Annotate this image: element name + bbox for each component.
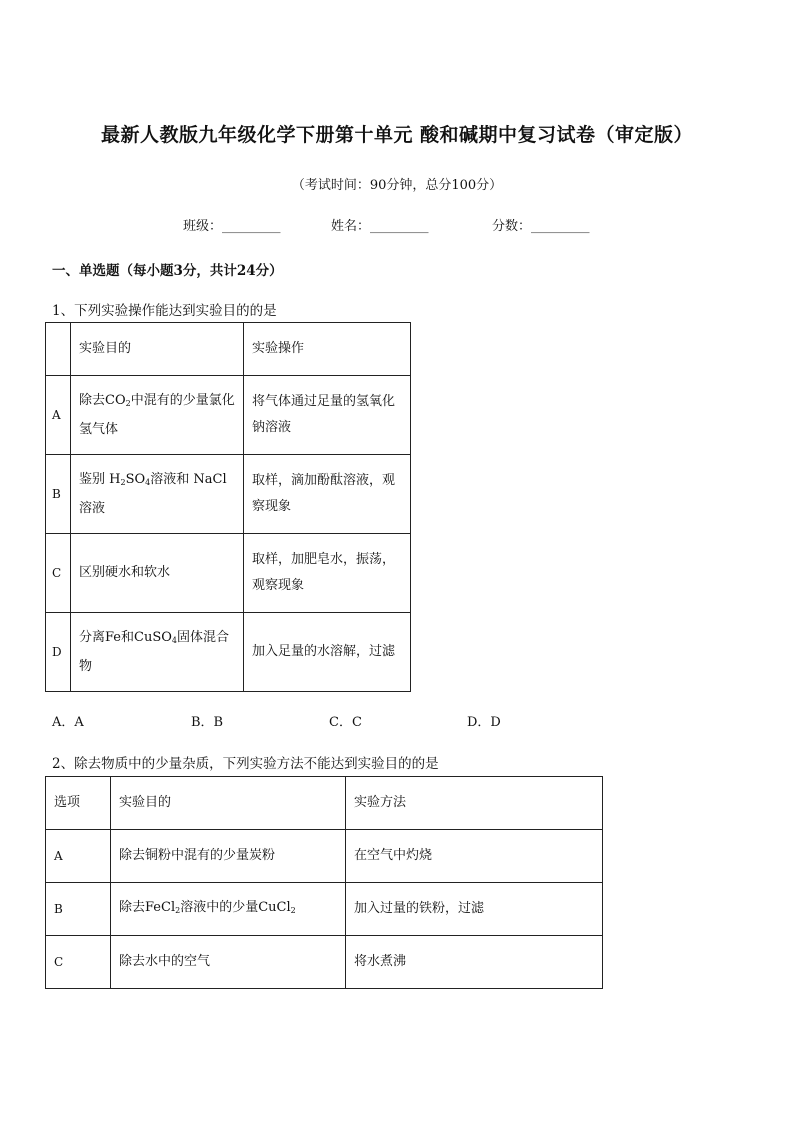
header-cell: 实验操作 bbox=[244, 323, 411, 376]
method-cell: 将水煮沸 bbox=[346, 936, 603, 989]
goal-cell: 除去$CO_2$中混有的少量氯化氢气体 bbox=[71, 376, 244, 455]
goal-cell: 除去FeCl$_2$溶液中的少量CuCl$_2$ bbox=[111, 883, 346, 936]
table-row bbox=[46, 534, 411, 613]
header-cell: 选项 bbox=[46, 777, 111, 830]
header-cell: 实验方法 bbox=[346, 777, 603, 830]
section-heading: 一、单选题（每小题3分，共计24分） bbox=[52, 263, 283, 279]
row-label: B bbox=[46, 883, 111, 936]
header-cell: 实验目的 bbox=[71, 323, 244, 376]
header-cell: 实验目的 bbox=[111, 777, 346, 830]
goal-cell: 鉴别 $H_2SO_4$溶液和 NaCl 溶液 bbox=[71, 455, 244, 534]
question-1-text: 1、下列实验操作能达到实验目的的是 bbox=[52, 303, 277, 319]
row-label: A bbox=[46, 376, 71, 455]
row-label: C bbox=[46, 936, 111, 989]
method-cell: 在空气中灼烧 bbox=[346, 830, 603, 883]
score-field[interactable]: 分数：_________ bbox=[492, 219, 590, 234]
operation-cell: 加入足量的水溶解，过滤 bbox=[244, 613, 411, 692]
option-d[interactable]: D．D bbox=[467, 715, 501, 730]
table-header-row bbox=[46, 323, 411, 376]
row-label: D bbox=[46, 613, 71, 692]
option-c[interactable]: C．C bbox=[329, 715, 362, 730]
goal-cell: 分离Fe和CuSO$_4$固体混合物 bbox=[71, 613, 244, 692]
class-field[interactable]: 班级：_________ bbox=[183, 219, 281, 234]
option-b[interactable]: B．B bbox=[191, 715, 224, 730]
header-cell bbox=[46, 323, 71, 376]
table-row bbox=[46, 936, 603, 989]
table-row bbox=[46, 376, 411, 455]
operation-cell: 将气体通过足量的氢氧化钠溶液 bbox=[244, 376, 411, 455]
exam-info: （考试时间：90分钟，总分100分） bbox=[291, 178, 503, 193]
goal-cell: 区别硬水和软水 bbox=[71, 534, 244, 613]
name-field[interactable]: 姓名：_________ bbox=[331, 219, 429, 234]
table-row bbox=[46, 455, 411, 534]
table-row bbox=[46, 613, 411, 692]
row-label: A bbox=[46, 830, 111, 883]
question-2-text: 2、除去物质中的少量杂质，下列实验方法不能达到实验目的的是 bbox=[52, 756, 439, 772]
table-row bbox=[46, 883, 603, 936]
page-title: 最新人教版九年级化学下册第十单元 酸和碱期中复习试卷（审定版） bbox=[100, 124, 694, 146]
row-label: C bbox=[46, 534, 71, 613]
row-label: B bbox=[46, 455, 71, 534]
question-2-table bbox=[45, 776, 603, 989]
table-row bbox=[46, 830, 603, 883]
operation-cell: 取样，滴加酚酞溶液，观察现象 bbox=[244, 455, 411, 534]
operation-cell: 取样，加肥皂水，振荡，观察现象 bbox=[244, 534, 411, 613]
option-a[interactable]: A．A bbox=[52, 715, 84, 730]
goal-cell: 除去铜粉中混有的少量炭粉 bbox=[111, 830, 346, 883]
question-1-table bbox=[45, 322, 411, 692]
method-cell: 加入过量的铁粉，过滤 bbox=[346, 883, 603, 936]
table-header-row bbox=[46, 777, 603, 830]
goal-cell: 除去水中的空气 bbox=[111, 936, 346, 989]
